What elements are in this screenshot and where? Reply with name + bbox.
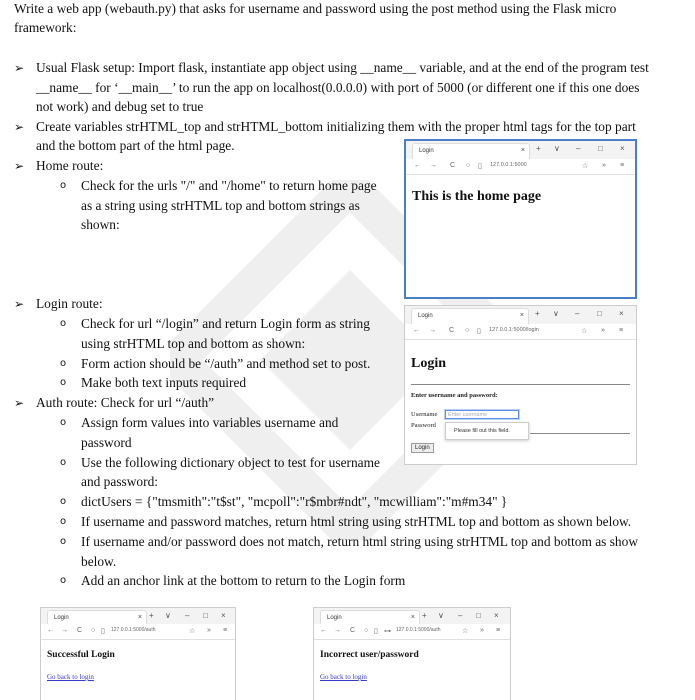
divider <box>411 384 630 385</box>
back-to-login-link[interactable]: Go back to login <box>320 673 367 681</box>
auth-sub5-line-2: below. <box>81 554 117 569</box>
more-icon: » <box>602 162 606 169</box>
intro-line-2: framework: <box>14 20 77 35</box>
tab-close-icon: × <box>519 312 524 319</box>
tab-bar <box>406 141 635 159</box>
circle-bullet-icon: o <box>60 516 67 527</box>
back-icon: ← <box>413 327 420 334</box>
reload-icon: C <box>449 327 455 334</box>
auth-sub3: dictUsers = {"tmsmith":"t$st", "mcpoll":"r$mbr#ndt", "mcwilliam":"m#m34" } <box>81 494 508 509</box>
auth-sub2-line-2: and password: <box>81 474 158 489</box>
url-text: 127.0.0.1:5000 <box>490 162 527 168</box>
auth-sub4: If username and password matches, return html string using strHTML top and bottom as shown below. <box>81 514 632 529</box>
login-sub1-line-2: using strHTML top and bottom as shown: <box>81 336 306 351</box>
chevron-down-icon: ∨ <box>553 309 559 318</box>
home-route-label: Home route: <box>36 158 104 173</box>
browser-fail-screenshot <box>313 607 511 700</box>
chevron-down-icon: ∨ <box>438 611 444 620</box>
nav-bar <box>41 624 235 640</box>
forward-icon: → <box>429 327 436 334</box>
login-sub2: Form action should be “/auth” and method set to post. <box>81 356 371 371</box>
browser-success-screenshot <box>40 607 236 700</box>
password-label: Password <box>411 422 436 429</box>
page-heading: Login <box>411 356 447 371</box>
url-text: 127.0.0.1:5000/auth <box>111 627 156 633</box>
url-text: 127.0.0.1:5000/auth <box>396 627 441 633</box>
reload-icon: C <box>450 162 456 169</box>
forward-icon: → <box>430 162 437 169</box>
new-tab-icon: + <box>536 144 541 153</box>
reload-icon: C <box>350 627 356 634</box>
star-icon: ☆ <box>582 163 589 170</box>
home-sub-line-2: as a string using strHTML top and bottom strings as <box>81 198 360 213</box>
close-icon: × <box>221 611 226 620</box>
login-button[interactable]: Login <box>411 443 434 453</box>
tab-title: Login <box>327 615 342 621</box>
setup-line-3: not work) and debug set to true <box>36 99 204 114</box>
forward-icon: → <box>61 627 68 634</box>
shield-icon: ○ <box>466 162 471 169</box>
maximize-icon: □ <box>598 144 603 153</box>
login-sub3: Make both text inputs required <box>81 375 247 390</box>
divider <box>530 433 630 434</box>
more-icon: » <box>601 327 605 334</box>
auth-sub6: Add an anchor link at the bottom to return to the Login form <box>81 573 406 588</box>
shield-icon: ○ <box>465 327 470 334</box>
login-sub1-line-1: Check for url “/login” and return Login form as string <box>81 316 370 331</box>
menu-icon: ≡ <box>223 627 228 634</box>
form-prompt: Enter username and password: <box>411 392 498 399</box>
back-icon: ← <box>320 627 327 634</box>
tab-close-icon: × <box>520 147 525 154</box>
tab-bar <box>41 608 235 624</box>
home-sub-line-1: Check for the urls "/" and "/home" to return home page <box>81 178 377 193</box>
arrow-bullet-icon: ➢ <box>14 159 25 173</box>
new-tab-icon: + <box>422 611 427 620</box>
vars-line-2: and the bottom part of the html page. <box>36 138 235 153</box>
page-icon: ▯ <box>374 628 378 635</box>
intro-line-1: Write a web app (webauth.py) that asks for username and password using the post method using the Flask micro <box>14 1 617 16</box>
tab-title: Login <box>54 615 69 621</box>
maximize-icon: □ <box>203 611 208 620</box>
browser-tab <box>412 143 530 159</box>
maximize-icon: □ <box>476 611 481 620</box>
circle-bullet-icon: o <box>60 575 67 586</box>
circle-bullet-icon: o <box>60 377 67 388</box>
arrow-bullet-icon: ➢ <box>14 297 25 311</box>
minimize-icon: – <box>575 309 580 318</box>
reload-icon: C <box>77 627 83 634</box>
forward-icon: → <box>334 627 341 634</box>
close-icon: × <box>619 309 624 318</box>
arrow-bullet-icon: ➢ <box>14 396 25 410</box>
arrow-bullet-icon: ➢ <box>14 61 25 75</box>
circle-bullet-icon: o <box>60 457 67 468</box>
username-input[interactable]: Enter username <box>445 410 519 419</box>
circle-bullet-icon: o <box>60 180 67 191</box>
auth-sub1-line-2: password <box>81 435 132 450</box>
browser-login-screenshot <box>404 305 637 465</box>
vars-line-1: Create variables strHTML_top and strHTML_bottom initializing them with the proper html tags for the top part <box>36 119 636 134</box>
star-icon: ☆ <box>189 628 196 635</box>
circle-bullet-icon: o <box>60 318 67 329</box>
minimize-icon: – <box>185 611 190 620</box>
minimize-icon: – <box>576 144 581 153</box>
page-icon: ▯ <box>478 163 482 170</box>
auth-route-label: Auth route: Check for url “/auth” <box>36 395 215 410</box>
key-icon: ⊶ <box>384 628 391 635</box>
close-icon: × <box>620 144 625 153</box>
auth-sub2-line-1: Use the following dictionary object to test for username <box>81 455 380 470</box>
setup-line-2: __name__ for ‘__main__’ to run the app on localhost(0.0.0.0) with port of 5000 (or different one if this one does <box>36 80 640 95</box>
circle-bullet-icon: o <box>60 417 67 428</box>
back-icon: ← <box>47 627 54 634</box>
shield-icon: ○ <box>91 627 96 634</box>
new-tab-icon: + <box>535 309 540 318</box>
browser-tab <box>47 610 147 624</box>
page-heading: Incorrect user/password <box>320 650 419 660</box>
back-icon: ← <box>414 162 421 169</box>
page-heading: This is the home page <box>412 189 542 204</box>
nav-bar <box>314 624 510 640</box>
star-icon: ☆ <box>581 328 588 335</box>
setup-line-1: Usual Flask setup: Import flask, instantiate app object using __name__ variable, and at the end of the program test <box>36 60 649 75</box>
back-to-login-link[interactable]: Go back to login <box>47 673 94 681</box>
auth-sub5-line-1: If username and/or password does not match, return html string using strHTML top and bottom as show <box>81 534 638 549</box>
login-route-label: Login route: <box>36 296 103 311</box>
page-heading: Successful Login <box>47 650 115 660</box>
menu-icon: ≡ <box>496 627 501 634</box>
menu-icon: ≡ <box>619 327 624 334</box>
auth-sub1-line-1: Assign form values into variables username and <box>81 415 339 430</box>
validation-tooltip: Please fill out this field. <box>445 422 529 440</box>
browser-home-screenshot <box>404 139 637 299</box>
browser-tab <box>320 610 420 624</box>
close-icon: × <box>494 611 499 620</box>
tab-bar <box>314 608 510 624</box>
menu-icon: ≡ <box>620 162 625 169</box>
url-text: 127.0.0.1:5000/login <box>489 327 539 333</box>
minimize-icon: – <box>458 611 463 620</box>
star-icon: ☆ <box>462 628 469 635</box>
chevron-down-icon: ∨ <box>554 144 560 153</box>
nav-bar <box>405 324 636 340</box>
more-icon: » <box>207 627 211 634</box>
tab-bar <box>405 306 636 324</box>
arrow-bullet-icon: ➢ <box>14 120 25 134</box>
maximize-icon: □ <box>597 309 602 318</box>
shield-icon: ○ <box>364 627 369 634</box>
home-sub-line-3: shown: <box>81 217 120 232</box>
tab-title: Login <box>418 313 433 319</box>
page-icon: ▯ <box>101 628 105 635</box>
new-tab-icon: + <box>149 611 154 620</box>
page-icon: ▯ <box>477 328 481 335</box>
circle-bullet-icon: o <box>60 358 67 369</box>
browser-tab <box>411 308 529 324</box>
circle-bullet-icon: o <box>60 496 67 507</box>
circle-bullet-icon: o <box>60 536 67 547</box>
nav-bar <box>406 159 635 175</box>
tab-close-icon: × <box>410 614 415 621</box>
tab-title: Login <box>419 148 434 154</box>
more-icon: » <box>480 627 484 634</box>
username-label: Username <box>411 411 438 418</box>
tab-close-icon: × <box>137 614 142 621</box>
chevron-down-icon: ∨ <box>165 611 171 620</box>
